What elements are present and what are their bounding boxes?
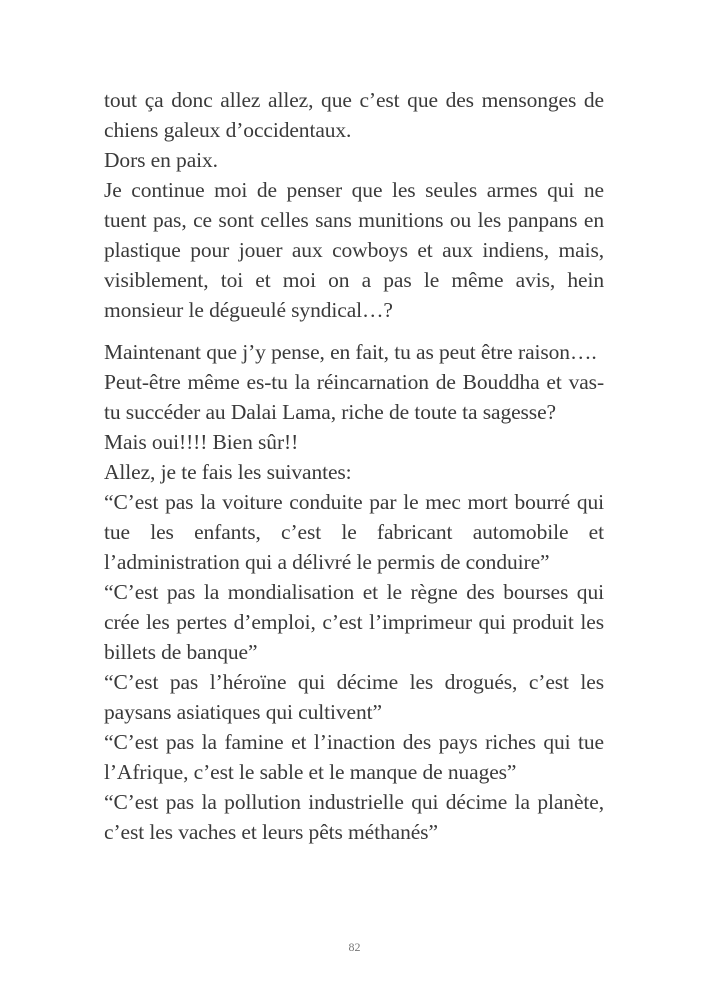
quote-paragraph: “C’est pas la voiture conduite par le mec mort bourré qui tue les enfants, c’est le fabricant automobile et l’administration qui a délivré le permis de conduire” <box>104 490 604 574</box>
quote-paragraph: “C’est pas la famine et l’inaction des pays riches qui tue l’Afrique, c’est le sable et le manque de nuages” <box>104 730 604 784</box>
quote-paragraph: “C’est pas l’héroïne qui décime les drogués, c’est les paysans asiatiques qui cultivent” <box>104 670 604 724</box>
paragraph: Peut-être même es-tu la réincarnation de Bouddha et vas-tu succéder au Dalai Lama, riche de toute ta sagesse? <box>104 370 604 424</box>
paragraph: Je continue moi de penser que les seules armes qui ne tuent pas, ce sont celles sans munitions ou les panpans en plastique pour jouer aux cowboys et aux indiens, mais, visiblement, toi et moi on a pas le même avis, hein monsieur le dégueulé syndical…? <box>104 178 604 322</box>
paragraph: tout ça donc allez allez, que c’est que des mensonges de chiens galeux d’occidentaux. <box>104 88 604 142</box>
quote-paragraph: “C’est pas la pollution industrielle qui décime la planète, c’est les vaches et leurs pêts méthanés” <box>104 790 604 844</box>
page-number: 82 <box>348 940 361 954</box>
paragraph: Allez, je te fais les suivantes: <box>104 460 352 484</box>
paragraph: Maintenant que j’y pense, en fait, tu as peut être raison…. <box>104 340 597 364</box>
page-body <box>104 85 604 847</box>
quote-paragraph: “C’est pas la mondialisation et le règne des bourses qui crée les pertes d’emploi, c’est l’imprimeur qui produit les billets de banque” <box>104 580 604 664</box>
paragraph: Mais oui!!!! Bien sûr!! <box>104 430 299 454</box>
paragraph: Dors en paix. <box>104 148 218 172</box>
